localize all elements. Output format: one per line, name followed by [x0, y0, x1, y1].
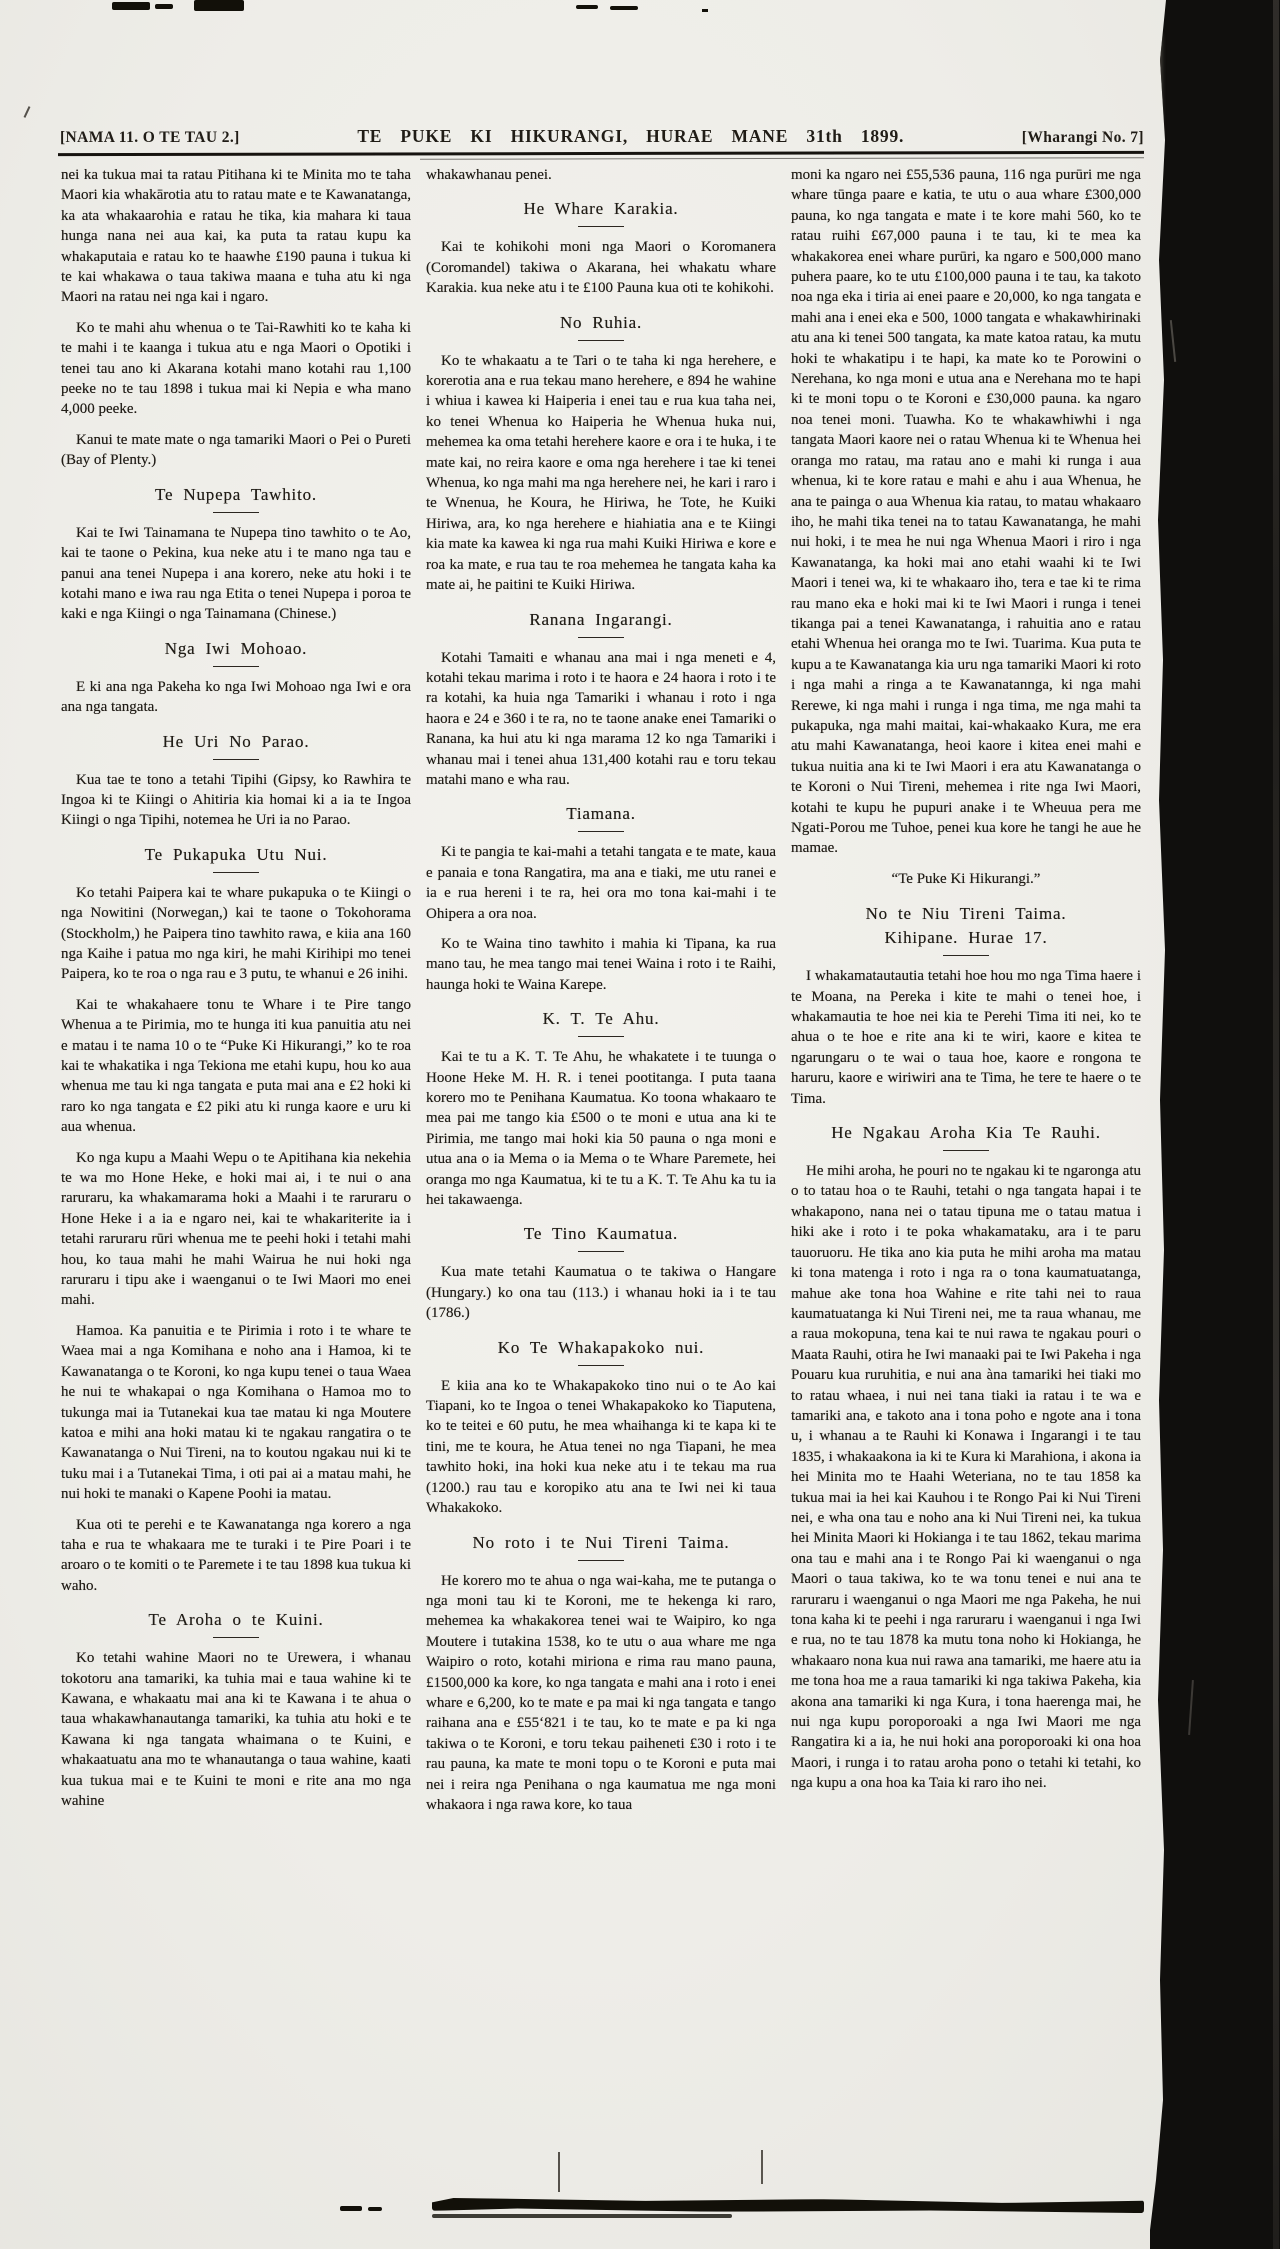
article-paragraph: Kai te whakahaere tonu te Whare i te Pire tango Whenua a te Pirimia, mo te hunga iti kua panuitia atu nei e matau i te nama 10 o te “Puke Ki Hikurangi,” ko te roa kai te whakatika i nga Tekiona me etahi kupu, hou ko aua whenua me tau ki nga tangata e puta mai ana e £2 hoki ki raro ko nga tangata e £2 piki atu ki runga kaore e uru ki aua whenua.: [61, 996, 411, 1136]
article-heading: He Uri No Parao.: [162, 731, 310, 751]
masthead-rule-secondary: [420, 157, 1144, 160]
scan-mark: [610, 6, 638, 10]
scan-mark: [112, 2, 150, 10]
article-heading: Te Aroha o te Kuini.: [148, 1610, 324, 1630]
heading-rule: [578, 1251, 624, 1252]
article-paragraph: Ki te pangia te kai-mahi a tetahi tangata e te mate, kaua e panaia e tona Rangatira, ma ana e tiaki, me utu ranei e ia e rua hereni i te ra, hei ora mo tona kai-mahi i te Ohipera a ora noa.: [426, 844, 776, 922]
scan-mark: [702, 9, 708, 12]
heading-rule: [578, 1036, 624, 1037]
article-heading: Te Tino Kaumatua.: [523, 1224, 679, 1244]
article-paragraph: Kai te Iwi Tainamana te Nupepa tino tawhito o te Ao, kai te taone o Pekina, kua neke atu i te mano nga tau e panui ana tenei Nupepa i ana korero, neke atu hoki i te kotahi mano e iwa rau nga Etita o tenei Nupepa i poroa te kaki e nga Kiingi o nga Tainamana (Chinese.): [61, 524, 411, 623]
scan-mark: [576, 5, 598, 9]
article-heading: Ranana Ingarangi.: [529, 609, 673, 629]
article-heading: Tiamana.: [566, 804, 636, 824]
heading-rule: [213, 759, 259, 760]
scan-band-streak: [1152, 35, 1162, 145]
article-paragraph: Ko te mahi ahu whenua o te Tai-Rawhiti ko te kaha ki te mahi i te kaanga i tukua atu e nga Maori o Opotiki i tenei tau ano ki Akarana kotahi mano kotahi rau 1,100 peeke no te tau 1898 i tukua mai ki Nepia e wha mano 4,000 peeke.: [61, 319, 411, 418]
heading-rule: [578, 831, 624, 832]
heading-rule: [578, 1560, 624, 1561]
scan-mark: [558, 2152, 560, 2192]
scan-mark: [24, 106, 31, 118]
newspaper-column-3: [791, 165, 1141, 1804]
article-paragraph: E ki ana nga Pakeha ko nga Iwi Mohoao nga Iwi e ora ana nga tangata.: [61, 678, 411, 716]
article-heading: K. T. Te Ahu.: [542, 1009, 660, 1029]
article-heading: No te Niu Tireni Taima.: [865, 904, 1067, 924]
newspaper-column-2: [426, 165, 776, 1825]
article-heading: Ko Te Whakapakoko nui.: [497, 1337, 705, 1357]
masthead-title: TE PUKE KI HIKURANGI, HURAE MANE 31th 1899.: [357, 126, 905, 146]
scan-band-sliver: [1188, 1680, 1194, 1735]
article-paragraph: Kua tae te tono a tetahi Tipihi (Gipsy, ko Rawhira te Ingoa ki te Kiingi o Ahitiria kia homai ki a ia te Ingoa Kiingi o nga Tipihi, notemea he Uri ia no Parao.: [61, 771, 411, 829]
scan-band-sliver: [1170, 320, 1176, 362]
article-paragraph: Ko nga kupu a Maahi Wepu o te Apitihana kia nekehia te wa mo Hone Heke, e hoki mai ai, i te nui o ana raruraru, ka whakamarama hoki a Maahi i te raruraru o Hone Heke i a ia e ngaro nei, kai te whakariterite ia i tetahi raruraru rūri whenua me te peehi hoki i tetahi mahi hou, ko taua mahi he mahi Wairua he nui hoki nga raruraru i tipu ake i waenganui o te Iwi Maori mo enei mahi.: [61, 1149, 411, 1309]
article-paragraph: Kua oti te perehi e te Kawanatanga nga korero a nga taha e rua te whakaara me te turaki i te Pire Poari i te aroaro o te komiti o te Paremete i te tau 1898 kua tukua ki waho.: [61, 1516, 411, 1594]
article-attribution: “Te Puke Ki Hikurangi.”: [891, 870, 1041, 887]
article-heading: He Ngakau Aroha Kia Te Rauhi.: [831, 1123, 1101, 1143]
masthead-issue-number: [NAMA 11. O TE TAU 2.]: [60, 129, 240, 146]
heading-rule: [943, 955, 989, 956]
newspaper-column-1: [61, 165, 411, 1821]
heading-rule: [578, 226, 624, 227]
heading-rule: [578, 637, 624, 638]
article-paragraph: Ko tetahi Paipera kai te whare pukapuka o te Kiingi o nga Nowitini (Norwegan,) kai te taone o Tokohorama (Stockholm,) he Paipera tino tawhito rawa, e kiia ana 160 nga Kaihe i patua mo nga kiri, he mahi Kirihipi mo tenei Paipera, ko te roa o nga rau e 3 putu, te whanui e 26 inihi.: [61, 884, 411, 983]
article-paragraph: Kanui te mate mate o nga tamariki Maori o Pei o Pureti (Bay of Plenty.): [61, 431, 411, 469]
scan-mark: [155, 4, 173, 9]
heading-rule: [578, 1365, 624, 1366]
article-paragraph: Hamoa. Ka panuitia e te Pirimia i roto i te whare te Waea mai a nga Komihana e noho ana i Hamoa, ki te Kawanatanga o te Koroni, ko nga kupu tenei o taua Waea he nui te whakapai o nga Komihana o Hamoa mo to tukunga mai ia Tutanekai kua tae matau ki nga Moutere katoa e mihi ana hoki matau ki te ngakau rangatira o te Kawanatanga o Nui Tireni, na to koutou ngakau nui ki te tuku mai i a Tutanekai Tima, i oti pai ai a matau mahi, he nui hoki te manaki o Kapene Poohi ia matau.: [61, 1322, 411, 1503]
article-paragraph: moni ka ngaro nei £55,536 pauna, 116 nga purūri me nga whare tūnga paare e katia, te utu o aua whare £300,000 pauna, ko nga tangata e mate i te kore mahi 560, ko te ratau ruihi £67,000 pauna i te tau, ki te mea ka whakakorea enei whare purūri, ka ngaro e 500,000 mano puhera paare, ko te utu £100,000 pauna i te tau, ka takoto noa nga eka i tiria ai enei paare e 20,000, ko nga tangata e mahi ana i enei eka e 500, 1000 tangata e whakawhirinaki atu ana ki tenei 500 tangata, ka mate katoa ratau, ka mutu hoki te whakatipu i te hapi, ka mate ko te Porowini o Nerehana, ko nga moni e utua ana e Nerehana mo te hapi ki te moni topu o te Koroni e £30,000 pauna. ka ngaro noa tenei moni. Tuawha. Ko te whakawhiwhi i nga tangata Maori kaore nei o ratau Whenua ki te Whenua hei oranga mo ratau, ma ratau ano e mahi ki runga i aua whenua, ki te kore ratau e mahi e ahu i aua Whenua, he ana te painga o aua Whenua kia ratau, to matau whakaaro iho, he mahi tika tenei na to tatau Kawanatanga, he mahi nui hoki, i te mea he nui nga Whenua Maori i riro i nga Kawanatanga, ka hoki mai ano etahi waahi ki te Iwi Maori i tenei wa, ki te whakaaro iho, tera e tae ki te rima rau mano eka e hoki mai ki te Iwi Maori i runga i tenei tikanga pai a tenei Kawanatanga, i rahuitia ano e ratau etahi Whenua hei oranga mo te Iwi. Tuarima. Kua puta te kupu a te Kawanatanga kia uru nga tamariki Maori ki roto i nga mahi a ringa a te Kawanatannga, ki nga mahi Rerewe, ki nga mahi i runga i nga tima, me nga mahi ta pukapuka, nga mahi maitai, kai-whakaako Kura, me era atu mahi Kawanatanga, heoi kaore i kitea enei mahi e tukua nuitia ana ki te Iwi Maori i era atu Kawanatanga o te Koroni o Nui Tireni, mehemea i rite nga Iwi Maori, kotahi te kupu he pupuri anake i te Wheuua pera me Ngati-Porou me Tuhoe, penei kua kore he tangi he aue he mamae.: [791, 167, 1141, 857]
article-paragraph: I whakamatautautia tetahi hoe hou mo nga Tima haere i te Moana, na Pereka i kite te mahi o tenei hoe, i whakamautia te hoe nei kia te Perehi Tima iti nei, ko te ahua o te hoe e rite ana ki te wiri, kaore e kitea te ngarungaru o te wai o taua hoe, kaore e rongona te haruru, kaore e wiriwiri ana te Tima, he tere te haere o te Tima.: [791, 968, 1141, 1107]
article-paragraph: Ko te Waina tino tawhito i mahia ki Tipana, ka rua mano tau, he mea tango mai tenei Waina i roto i te Raihi, haunga hoki te Waina Karepe.: [426, 935, 776, 993]
masthead-rule: [58, 151, 1144, 156]
masthead: [60, 126, 1144, 147]
heading-rule: [213, 1637, 259, 1638]
scan-band-sliver: [1149, 1195, 1162, 1265]
article-paragraph: nei ka tukua mai ta ratau Pitihana ki te Minita mo te taha Maori kia whakārotia atu to ratau mate e te Kawanatanga, ka ata whakaarohia e ratau he tika, kia mahara ki taua hunga nana nei aua kai, ka puta ta ratau kupu ka whakaputaia e ratau ko te haawhe £190 pauna i tukua ki te kai whakawa o taua takiwa maana e tuha atu ki nga Maori na ratau nei nga kai i ngaro.: [61, 167, 411, 306]
article-paragraph: Kai te kohikohi moni nga Maori o Koromanera (Coromandel) takiwa o Akarana, hei whakatu whare Karakia. kua neke atu i te £100 Pauna kua oti te kohikohi.: [426, 239, 776, 297]
scan-band-streak: [1273, 0, 1279, 2249]
article-heading: Te Pukapuka Utu Nui.: [144, 844, 328, 864]
article-heading: He Whare Karakia.: [523, 199, 679, 219]
heading-rule: [213, 512, 259, 513]
scan-mark: [340, 2206, 362, 2211]
article-paragraph: Kotahi Tamaiti e whanau ana mai i nga meneti e 4, kotahi tekau marima i roto i te haora e 24 haora i roto i te ra kotahi, ka huia nga Tamariki i whanau i roto i nga haora e 24 e 360 i te ra, no te taone anake enei Tamariki o Ranana, ka hui atu ki nga marama 12 ko nga Tamariki i whanau mai i tenei ahua 131,400 kotahi rau e toru tekau matahi mano e wha rau.: [426, 649, 776, 788]
scan-bottom-smudge: [432, 2198, 1144, 2213]
scan-mark: [761, 2150, 763, 2184]
article-paragraph: E kiia ana ko te Whakapakoko tino nui o te Ao kai Tiapani, ko te Ingoa o tenei Whakapakoko ko Tiaputena, ko te teitei e 60 putu, he mea whaihanga ki te kapa ki te tini, me te koura, he Atua tenei no nga Tiapani, he mea tawhito hoki, ina hoki kua neke atu i te tekau ma rua (1200.) rau tau e koropiko atu ana te Iwi nei ki taua Whakakoko.: [426, 1377, 776, 1517]
scan-mark: [194, 0, 244, 11]
scan-bottom-smudge: [432, 2214, 732, 2218]
article-heading: No Ruhia.: [559, 312, 643, 332]
article-paragraph: Kai te tu a K. T. Te Ahu, he whakatete i te tuunga o Hoone Heke M. H. R. i tenei pootitanga. I puta taana korero mo te Penihana Kaumatua. Ko toona whakaaro te mea pai me tango kia £500 o te moni e utua ana ki te Pirimia, me tango mai hoki kia 50 pauna o nga moni e utua ana o ia Mema o ia Mema o te Whare Paremete, hei oranga mo nga Kaumatua, ki te tu a K. T. Te Ahu ka tu ia hei takawaenga.: [426, 1049, 776, 1209]
article-paragraph: He korero mo te ahua o nga wai-kaha, me te putanga o nga moni tau ki te Koroni, me te hekenga ki raro, mehemea ka whakakorea tenei wai te Waipiro, ko nga Moutere i tutakina 1538, ko te utu o aua whare me nga Waipiro o roto, kotahi miriona e rima rau mano pauna, £1500,000 ka kore, ko nga tangata e mahi ana i roto i enei whare e 6,200, ko te mate e pa mai ki nga tangata e tango raihana ana e £55‘821 i te tau, ko te mate e pa ki nga takiwa o te Koroni, e toru tekau paiheneti £30 i roto i te rau pauna, ka mate te moni topu o te Koroni e puta mai nei i reira nga Penihana o nga kaumatua me nga moni whakaora i nga rawa kore, ko taua: [426, 1572, 776, 1813]
article-heading: Nga Iwi Mohoao.: [164, 638, 308, 658]
scan-binding-shadow: [1150, 0, 1280, 2249]
heading-rule: [213, 666, 259, 667]
heading-rule: [213, 872, 259, 873]
article-paragraph: He mihi aroha, he pouri no te ngakau ki te ngaronga atu o to tatau hoa o te Rauhi, tetahi o nga tangata hapai i te whakapono, nana nei o tatau tipuna me o tatau matua i hiki ake i roto i te poka whakamataku, ara i te paru tauoruoru. He tika ano kia puta he mihi aroha ma matau ki tona matenga i roto i nga ra o tona kaumatuatanga, mahue ake tona hoa Wahine e rite tahi nei to raua kaumatuatanga ki Nui Tireni nei, me ta raua whanau, me a raua mokopuna, tena kai te nui rawa te ngakau pouri o Maata Rauhi, otira he Iwi manaaki pai te Iwi Pakeha i nga Pouaru kua ruruhitia, e nui ana àna tamariki hei tiaki mo to ratau whaea, i nui nei tana tiaki ia ratau i te wa e tamariki ana, e takoto ana i tona poho e ngote ana i tona u, i whanau a te Rauhi ki Konawa i Ingarangi i te tau 1835, i whakaakona ia ki te Kura ki Marahiona, i akona ia hei Minita mo te Haahi Weteriana, no te tau 1858 ka tukua mai ia hei kai Kauhou i te Rongo Pai ki Nui Tireni nei, e wha ona tau e noho ana ki Nui Tireni nei, ka tukua hei Minita Maori ki Hokianga i te tau 1862, tekau marima ona tau e mahi ana i te Rongo Pai ki waenganui o nga Maori o taua takiwa, ko te wa tonu tenei e nui ana te raruraru i waenganui o nga Maori me nga Pakeha, he nui tona kaha ki te peehi i nga raruraru i waenganui i nga Iwi e rua, no te tau 1878 ka mutu tona noho ki Hokianga, he whakaaro nona kua nui rawa ana tamariki, me haere atu ia me tona hoa me a raua tamariki ki nga takiwa Pakeha, kia akona ana tamariki ki nga Kura, i tona haerenga mai, he nui nga kupu poroporoaki a nga Iwi Maori me nga Rangatira ki a ia, he nui hoki ana poroporoaki ki ona hoa Maori, i runga i to ratau aroha pono o tetahi ki tetahi, ko nga kupu a ona hoa ka Taia ki raro iho nei.: [791, 1163, 1141, 1792]
article-paragraph: Ko tetahi wahine Maori no te Urewera, i whanau tokotoru ana tamariki, ka tuhia mai e taua wahine ki te Kawana, e whakaatu mai ana ki te Kawana i te ahua o taua whakawhanautanga tamariki, ka tuhia atu hoki e te Kawana ki nga tangata whaimana o te Kuini, e whakaatuatu ana mo te whanautanga o taua wahine, kaati kua tukua mai e te Kuini te moni e rite ana mo nga wahine: [61, 1650, 411, 1809]
masthead-page-number: [Wharangi No. 7]: [1021, 129, 1144, 146]
scan-mark: [368, 2207, 382, 2211]
article-heading: No roto i te Nui Tireni Taima.: [472, 1532, 730, 1552]
article-heading: Kihipane. Hurae 17.: [884, 928, 1048, 948]
article-paragraph: Ko te whakaatu a te Tari o te taha ki nga herehere, e korerotia ana e rua tekau mano herehere, e 894 he wahine i whiua i kawea ki Haiperia i enei tau e rua kua taha nei, ko tenei Whenua ko Haiperia he Whenua huka nui, mehemea ka oma tetahi herehere kaore e ora i te huka, i te mate kai, no reira kaore e oma nga herehere i tae ki tenei Whenua, ko nga mahi ma nga herehere nei, he kari i raro i te Wnenua, he Koura, he Hiriwa, he Tote, he Kuiki Hiriwa, ara, ko nga herehere e hiahiatia ana e te Kiingi kia mate ka kawea ki nga rua mahi Kuiki Hiriwa e kore e roa ka mate, e rua tau te roa mehemea he tangata kaha ka mate ai, he paitini te Kuiki Hiriwa.: [426, 352, 776, 594]
article-paragraph: whakawhanau penei.: [426, 167, 552, 183]
article-paragraph: Kua mate tetahi Kaumatua o te takiwa o Hangare (Hungary.) ko ona tau (113.) i whanau hoki ia i te tau (1786.): [426, 1264, 776, 1322]
heading-rule: [578, 340, 624, 341]
heading-rule: [943, 1150, 989, 1151]
article-heading: Te Nupepa Tawhito.: [155, 484, 317, 504]
